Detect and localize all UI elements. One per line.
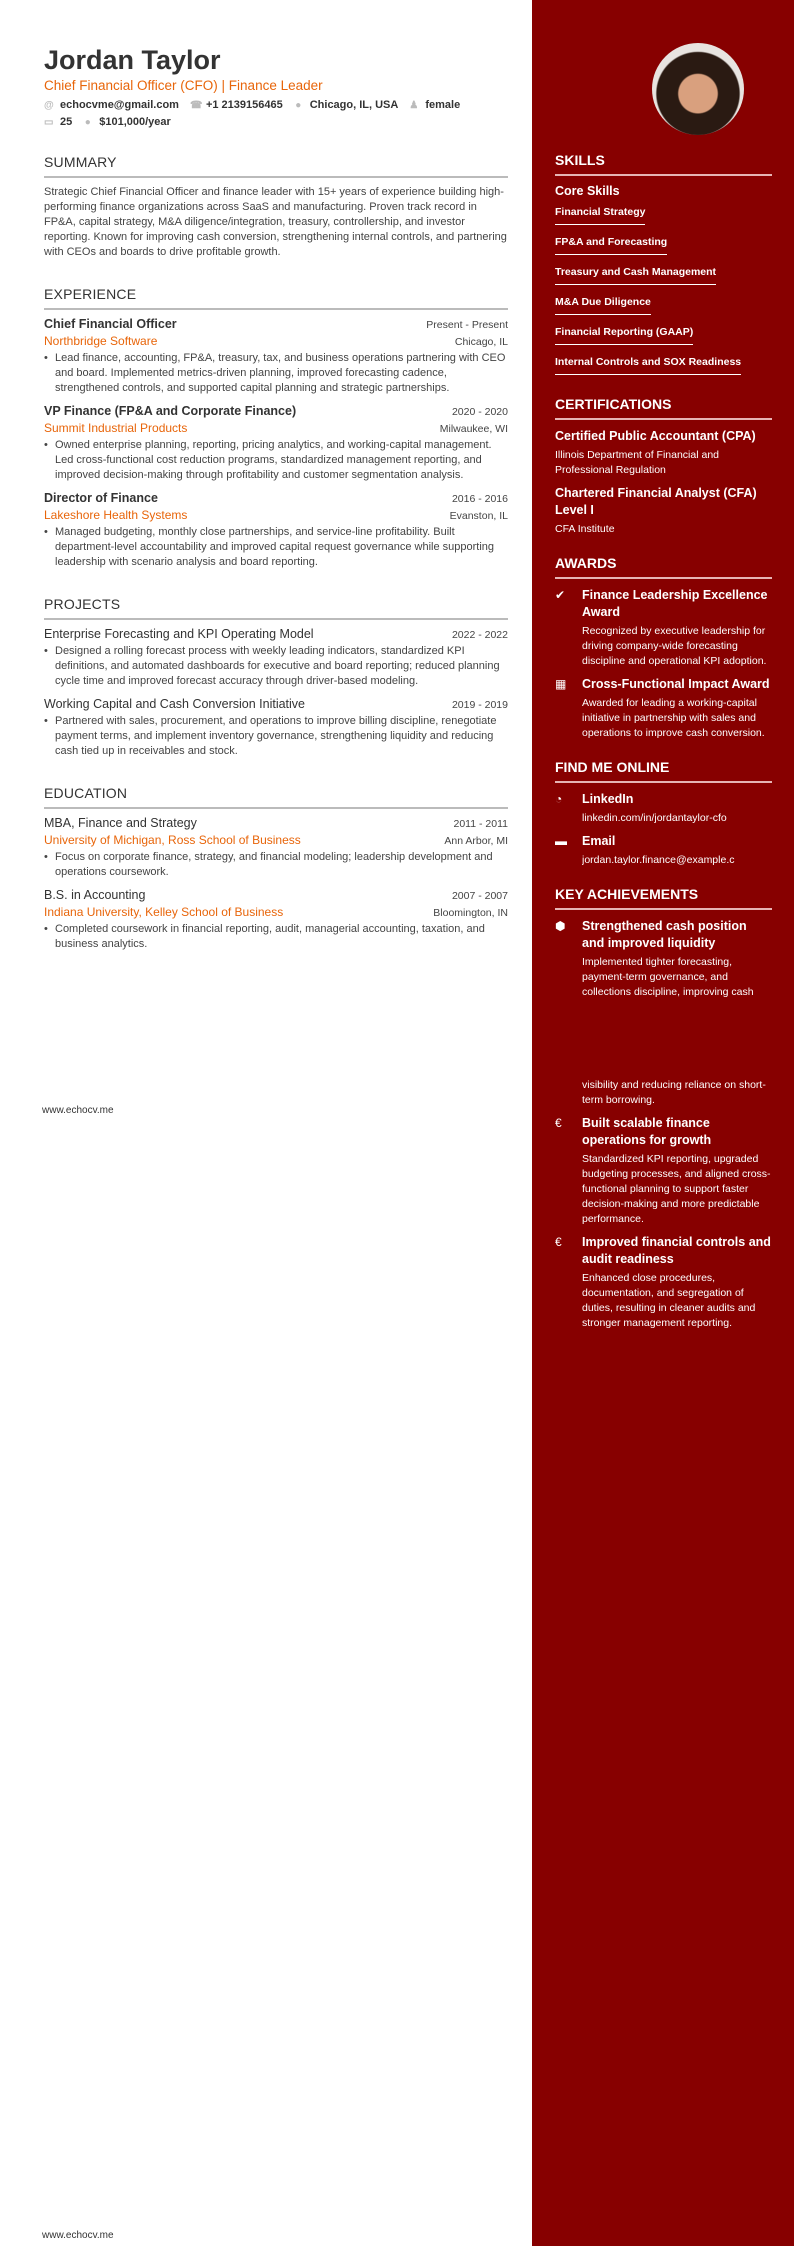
contact-text: Chicago, IL, USA <box>309 99 399 111</box>
item-body <box>582 918 772 1108</box>
item-header-row <box>44 317 508 331</box>
achievement-item <box>555 1234 772 1331</box>
item-body <box>582 833 762 868</box>
certification-name: Chartered Financial Analyst (CFA) Level I <box>555 486 757 517</box>
item-body <box>582 1234 772 1331</box>
job-location: Chicago, IL <box>454 336 508 348</box>
education-item <box>44 888 508 952</box>
job-description: • Owned enterprise planning, reporting, pricing analytics, and working-capital management. Led cross-functional cost reduction programs, standardized management reporting, and improved decision-making through profitability and customer segmentation analysis. <box>44 438 508 483</box>
job-dates: Present - Present <box>426 319 508 331</box>
school-location: Bloomington, IN <box>433 907 508 919</box>
experience-item <box>44 491 508 570</box>
projects-section <box>44 596 508 759</box>
school-location: Ann Arbor, MI <box>444 835 508 847</box>
sidebar <box>532 0 794 2246</box>
section-title: PROJECTS <box>44 596 508 620</box>
section-title: FIND ME ONLINE <box>555 759 772 783</box>
skill-item <box>555 202 772 232</box>
skills-section <box>555 152 772 382</box>
awards-section <box>555 555 772 741</box>
education-description: • Completed coursework in financial reporting, audit, managerial accounting, taxation, and business analytics. <box>44 922 508 952</box>
contact-salary <box>83 116 171 128</box>
cube-icon: ⬢ <box>555 919 566 933</box>
achievement-item-description: Enhanced close procedures, documentation, and segregation of duties, resulting in cleaner audits and stronger management reporting. <box>582 1272 756 1329</box>
contact-text: female <box>425 99 461 111</box>
contact-text: 25 <box>60 116 73 128</box>
company-name: Lakeshore Health Systems <box>44 508 188 522</box>
job-title: Chief Financial Officer <box>44 317 177 331</box>
summary-section <box>44 154 508 260</box>
project-item <box>44 697 508 759</box>
project-item <box>44 627 508 689</box>
item-sub-row <box>44 505 508 522</box>
award-item-description: Recognized by executive leadership for driving company-wide forecasting discipline and operational KPI adoption. <box>582 625 767 667</box>
location-icon: ● <box>295 99 302 111</box>
online-section <box>555 759 772 868</box>
project-dates: 2019 - 2019 <box>451 699 508 711</box>
item-header-row <box>44 404 508 418</box>
skill-label: Treasury and Cash Management <box>555 266 716 285</box>
school-name: University of Michigan, Ross School of Business <box>44 833 301 847</box>
item-header-row <box>44 697 508 711</box>
contact-text: +1 2139156465 <box>205 99 283 111</box>
euro-icon: € <box>555 1235 562 1249</box>
experience-item <box>44 404 508 483</box>
item-sub-row <box>44 830 508 847</box>
online-link-item[interactable] <box>555 791 772 826</box>
achievement-item-description: Implemented tighter forecasting, payment-term governance, and collections discipline, improving cash <box>582 956 754 998</box>
candidate-name: Jordan Taylor <box>44 45 221 75</box>
contact-age <box>44 116 72 128</box>
certification-issuer: Illinois Department of Financial and Professional Regulation <box>555 449 720 476</box>
item-sub-row <box>44 331 508 348</box>
achievement-item-title: Built scalable finance operations for growth <box>582 1116 712 1147</box>
job-title: VP Finance (FP&A and Corporate Finance) <box>44 404 297 418</box>
education-description: • Focus on corporate finance, strategy, and financial modeling; leadership development and operations coursework. <box>44 850 508 880</box>
skill-item <box>555 262 772 292</box>
at-icon: @ <box>44 99 54 111</box>
achievement-item-description: Standardized KPI reporting, upgraded budgeting processes, and aligned cross-functional planning to support faster decision-making and more predictable performance. <box>582 1153 771 1225</box>
award-item-title: Cross-Functional Impact Award <box>582 677 770 691</box>
contact-location <box>294 99 399 111</box>
job-location: Milwaukee, WI <box>439 423 508 435</box>
footer-link[interactable]: www.echocv.me <box>42 1105 114 1116</box>
archive-icon: ▬ <box>555 834 567 848</box>
achievement-item-title: Strengthened cash position and improved liquidity <box>582 919 747 950</box>
item-body <box>582 587 772 669</box>
skill-item <box>555 292 772 322</box>
footer-link[interactable]: www.echocv.me <box>42 2230 114 2241</box>
user-icon: ♟ <box>409 99 419 111</box>
contact-phone <box>190 99 283 111</box>
award-item-title: Finance Leadership Excellence Award <box>582 588 768 619</box>
section-title: EDUCATION <box>44 785 508 809</box>
project-title: Enterprise Forecasting and KPI Operating Model <box>44 627 314 641</box>
education-item <box>44 816 508 880</box>
education-dates: 2011 - 2011 <box>453 818 508 830</box>
item-body <box>582 791 762 826</box>
project-description: • Designed a rolling forecast process with weekly leading indicators, standardized KPI definitions, and automated dashboards for executive and board reporting; reduced planning cycle time and improved forecast accuracy through driver-based modeling. <box>44 644 508 689</box>
achievement-item-title: Improved financial controls and audit readiness <box>582 1235 771 1266</box>
candidate-role: Chief Financial Officer (CFO) | Finance Leader <box>44 78 323 93</box>
main-column <box>44 44 508 960</box>
online-link-value[interactable]: linkedin.com/in/jordantaylor-cfo <box>582 812 727 824</box>
section-title: CERTIFICATIONS <box>555 396 772 420</box>
item-header-row <box>44 888 508 902</box>
skill-group-title: Core Skills <box>555 184 620 198</box>
education-dates: 2007 - 2007 <box>451 890 508 902</box>
section-title: KEY ACHIEVEMENTS <box>555 886 772 910</box>
award-item <box>555 676 772 741</box>
calendar-icon: ▭ <box>44 116 54 128</box>
skill-label: Internal Controls and SOX Readiness <box>555 356 741 375</box>
skill-label: Financial Reporting (GAAP) <box>555 326 693 345</box>
online-link-label: Email <box>582 834 616 848</box>
contact-info <box>44 99 508 128</box>
online-link-value[interactable]: jordan.taylor.finance@example.c <box>582 854 735 866</box>
achievement-item-description: visibility and reducing reliance on short-term borrowing. <box>582 1079 766 1106</box>
experience-item <box>44 317 508 396</box>
job-description: • Lead finance, accounting, FP&A, treasury, tax, and business operations partnering with CEO and board. Implemented metrics-driven planning, improved forecasting cadence, strengthened controls, and supported capital planning and strategic partnerships. <box>44 351 508 396</box>
skill-item <box>555 232 772 262</box>
achievement-item <box>555 918 772 1108</box>
item-sub-row <box>44 418 508 435</box>
certification-name: Certified Public Accountant (CPA) <box>555 429 756 443</box>
achievements-section <box>555 886 772 1331</box>
building-icon: ▦ <box>555 677 567 691</box>
project-title: Working Capital and Cash Conversion Initiative <box>44 697 306 711</box>
money-icon: ● <box>84 116 91 128</box>
job-dates: 2020 - 2020 <box>451 406 508 418</box>
education-section <box>44 785 508 952</box>
item-header-row <box>44 627 508 641</box>
degree-title: MBA, Finance and Strategy <box>44 816 197 830</box>
job-description: • Managed budgeting, monthly close partnerships, and service-line profitability. Built department-level accountability and improved capital request governance while supporting leadership with scenario analysis and board reporting. <box>44 525 508 570</box>
award-item-description: Awarded for leading a working-capital initiative in partnership with sales and operations to improve cash conversion. <box>582 697 765 739</box>
item-sub-row <box>44 902 508 919</box>
certification-issuer: CFA Institute <box>555 523 615 535</box>
section-title: SUMMARY <box>44 154 508 178</box>
project-description: • Partnered with sales, procurement, and operations to improve billing discipline, renegotiate payment terms, and implement inventory governance, strengthening liquidity and reducing cash tied up in receivables and stock. <box>44 714 508 759</box>
skill-label: M&A Due Diligence <box>555 296 651 315</box>
skill-label: Financial Strategy <box>555 206 645 225</box>
section-title: SKILLS <box>555 152 772 176</box>
skill-item <box>555 322 772 352</box>
phone-icon: ☎ <box>189 99 203 111</box>
contact-gender <box>409 99 460 111</box>
profile-photo <box>652 43 744 135</box>
section-title: EXPERIENCE <box>44 286 508 310</box>
award-item <box>555 587 772 669</box>
pie-chart-icon: ◔ <box>555 792 563 806</box>
skill-item <box>555 352 772 382</box>
experience-section <box>44 286 508 570</box>
achievement-item <box>555 1115 772 1227</box>
job-dates: 2016 - 2016 <box>451 493 508 505</box>
job-location: Evanston, IL <box>449 510 508 522</box>
degree-title: B.S. in Accounting <box>44 888 146 902</box>
company-name: Summit Industrial Products <box>44 421 188 435</box>
job-title: Director of Finance <box>44 491 158 505</box>
project-dates: 2022 - 2022 <box>451 629 508 641</box>
item-body <box>582 1115 772 1227</box>
check-circle-icon: ✔ <box>555 588 566 602</box>
certifications-section <box>555 396 772 537</box>
company-name: Northbridge Software <box>44 334 158 348</box>
item-body <box>582 676 772 741</box>
contact-text: echocvme@gmail.com <box>60 99 179 111</box>
online-link-item[interactable] <box>555 833 772 868</box>
contact-text: $101,000/year <box>99 116 171 128</box>
item-header-row <box>44 816 508 830</box>
summary-text: Strategic Chief Financial Officer and finance leader with 15+ years of experience building high-performing finance organizations across SaaS and manufacturing. Proven track record in FP&A, capital strategy, M&A diligence/integration, treasury, controllership, and investor reporting. Known for improving cash conversion, strengthening internal controls, and partnering with CEOs and boards to drive profitable growth. <box>44 186 507 258</box>
euro-icon: € <box>555 1116 562 1130</box>
skill-label: FP&A and Forecasting <box>555 236 667 255</box>
item-header-row <box>44 491 508 505</box>
online-link-label: LinkedIn <box>582 792 634 806</box>
section-title: AWARDS <box>555 555 772 579</box>
contact-email <box>44 99 179 111</box>
school-name: Indiana University, Kelley School of Business <box>44 905 284 919</box>
